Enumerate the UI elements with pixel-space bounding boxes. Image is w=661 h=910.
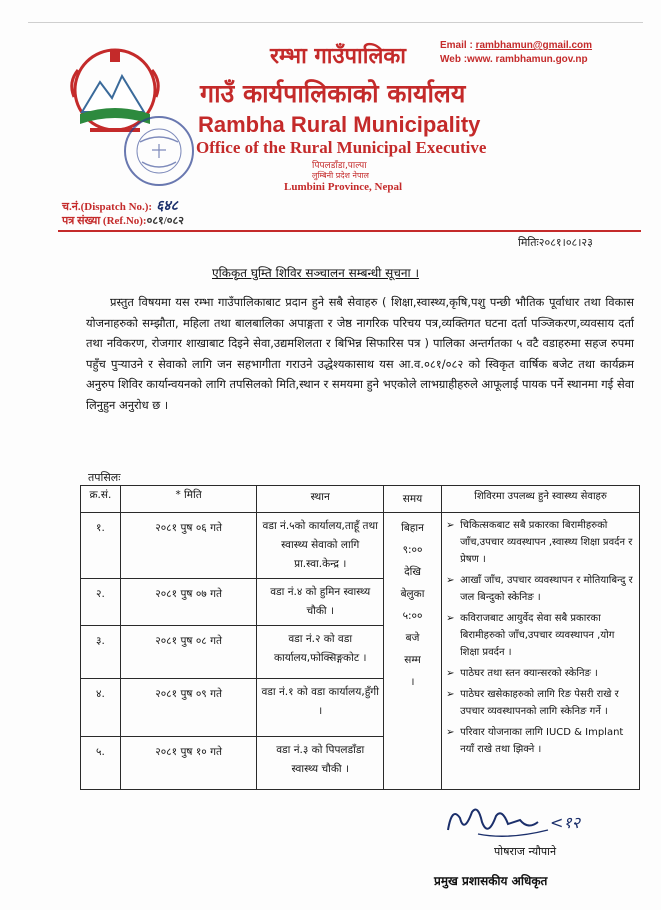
list-item: ➢ परिवार योजनाका लागि IUCD & Implant नयाँ राखे तथा झिक्ने । xyxy=(446,724,635,758)
services-list xyxy=(446,517,635,758)
list-item: ➢ पाठेघर खसेकाहरुको लागि रिङ पेसरी राखे र उपचार व्यवस्थापनको लागि स्केनिङ गर्ने । xyxy=(446,686,635,720)
municipality-name-nepali: रम्भा गाउँपालिका xyxy=(270,44,406,69)
time-part: देखि xyxy=(404,566,421,578)
row-place: वडा नं.१ को वडा कार्यालय,हुँगी । xyxy=(257,679,383,737)
ref-label: पत्र संख्या (Ref.No): xyxy=(62,215,147,227)
address-english: Lumbini Province, Nepal xyxy=(284,181,403,193)
email-line xyxy=(440,40,592,51)
table-header-row xyxy=(81,486,640,513)
notice-subject: एकिकृत घुम्ति शिविर सञ्चालन सम्बन्धी सूचना । xyxy=(212,266,420,280)
row-date: २०८१ पुष ०८ गते xyxy=(120,626,257,679)
row-place: वडा नं.३ को पिपलडाँडा स्वास्थ्य चौकी । xyxy=(257,737,383,790)
table-row xyxy=(81,513,640,579)
scan-edge-line xyxy=(28,22,643,23)
letterhead-divider xyxy=(58,230,641,232)
dispatch-value: ६४८ xyxy=(156,198,178,214)
row-serial: ४. xyxy=(81,679,121,737)
list-item: ➢ चिकित्सकबाट सबै प्रकारका बिरामीहरुको जाँच,उपचार व्यवस्थापन ,स्वास्थ्य शिक्षा प्रवर्दन र प्रेषण । xyxy=(446,517,635,568)
details-label: तपसिलः xyxy=(88,471,121,484)
handwritten-signature xyxy=(438,800,608,848)
row-date: २०८१ पुष १० गते xyxy=(120,737,257,790)
office-name-nepali: गाउँ कार्यपालिकाको कार्यालय xyxy=(200,79,466,108)
list-item: ➢ कविराजबाट आयुर्वेद सेवा सबै प्रकारका बिरामीहरुको जाँच,उपचार व्यवस्थापन ,योग शिक्षा प्रवर्दन । xyxy=(446,610,635,661)
time-part: बिहान xyxy=(401,522,424,534)
signature-date-scrawl: <१२ xyxy=(550,813,581,832)
header-date: * मिति xyxy=(120,486,257,513)
ref-value: ०८१/०८२ xyxy=(146,215,184,227)
signatory-name: पोषराज न्यौपाने xyxy=(494,845,557,858)
camp-schedule-table xyxy=(80,485,640,790)
header-place: स्थान xyxy=(257,486,383,513)
address-nepali-line1: पिपलडाँडा,पाल्पा xyxy=(312,161,367,171)
row-date: २०८१ पुष ०७ गते xyxy=(120,579,257,626)
address-nepali-line2: लुम्बिनी प्रदेश नेपाल xyxy=(312,171,369,180)
office-name-english: Office of the Rural Municipal Executive xyxy=(196,138,487,157)
row-place: वडा नं.२ को वडा कार्यालय,फोक्सिङ्गकोट । xyxy=(257,626,383,679)
letter-date: मितिः२०८१।०८।२३ xyxy=(518,236,593,249)
services-cell xyxy=(442,513,640,790)
row-serial: ३. xyxy=(81,626,121,679)
row-place: वडा नं.४ को हुमिन स्वास्थ्य चौकी । xyxy=(257,579,383,626)
row-serial: ५. xyxy=(81,737,121,790)
municipality-name-english: Rambha Rural Municipality xyxy=(198,112,481,137)
office-stamp-seal xyxy=(120,112,198,190)
time-part: ५:०० xyxy=(402,610,423,622)
row-serial: २. xyxy=(81,579,121,626)
time-part: बजे xyxy=(405,632,420,644)
time-part: सम्म xyxy=(404,654,421,666)
signatory-title: प्रमुख प्रशासकीय अधिकृत xyxy=(434,874,548,888)
list-item: ➢ आखाँ जाँच, उपचार व्यवस्थापन र मोतियाबिन्दु र जल बिन्दुको स्केनिङ । xyxy=(446,572,635,606)
time-part: ९:०० xyxy=(402,544,423,556)
email-address-link[interactable]: rambhamun@gmail.com xyxy=(475,40,593,51)
time-part: । xyxy=(410,676,415,688)
row-date: २०८१ पुष ०९ गते xyxy=(120,679,257,737)
time-part: बेलुका xyxy=(400,588,425,600)
camp-time-cell xyxy=(383,513,441,790)
dispatch-label: च.नं.(Dispatch No.): xyxy=(62,201,153,213)
row-date: २०८१ पुष ०६ गते xyxy=(120,513,257,579)
list-item: ➢ पाठेघर तथा स्तन क्यान्सरको स्केनिङ । xyxy=(446,665,635,682)
header-services: शिविरमा उपलब्ध हुने स्वास्थ्य सेवाहरु xyxy=(442,486,640,513)
header-time: समय xyxy=(383,486,441,513)
notice-body: प्रस्तुत विषयमा यस रम्भा गाउँपालिकाबाट प्रदान हुने सबै सेवाहरु ( शिक्षा,स्वास्थ्य,कृषि,पशु पन्छी भौतिक पूर्वाधार तथा विकास योजनाहरुको सम्झौता, महिला तथा बालबालिका अपाङ्गता र जेष्ठ नागरिक परिचय पत्र,व्यक्तिगत घटना दर्ता पञ्जिकरण,व्यवसाय दर्ता तथा नविकरण, रोजगार शाखाबाट दिइने सेवा,उद्यमशिलता र बिभिन्न सिफारिस पत्र ) पालिका अन्तर्गतका ५ वटै वडाहरुमा सहज रुपमा पहुँच पुऱ्याउने र सेवाको लागि जन सहभागीता गराउने उद्धेश्यकासाथ यस आ.व.०८१/०८२ को स्विकृत वार्षिक बजेट तथा कार्यक्रम अनुरुप शिविर कार्यान्वयनको लागि तपसिलको मिति,स्थान र समयमा हुने भएकोले लाभग्राहीहरुले आफूलाई पायक पर्ने स्थानमा गई सेवा लिनुहुन अनुरोध छ । xyxy=(86,295,634,412)
email-label: Email : xyxy=(440,40,476,51)
row-place: वडा नं.५को कार्यालय,ताहूँ तथा स्वास्थ्य सेवाको लागि प्रा.स्वा.केन्द्र । xyxy=(257,513,383,579)
header-serial: क्र.सं. xyxy=(81,486,121,513)
reference-number xyxy=(62,213,184,228)
row-serial: १. xyxy=(81,513,121,579)
website-line[interactable]: Web :www. rambhamun.gov.np xyxy=(440,54,588,65)
